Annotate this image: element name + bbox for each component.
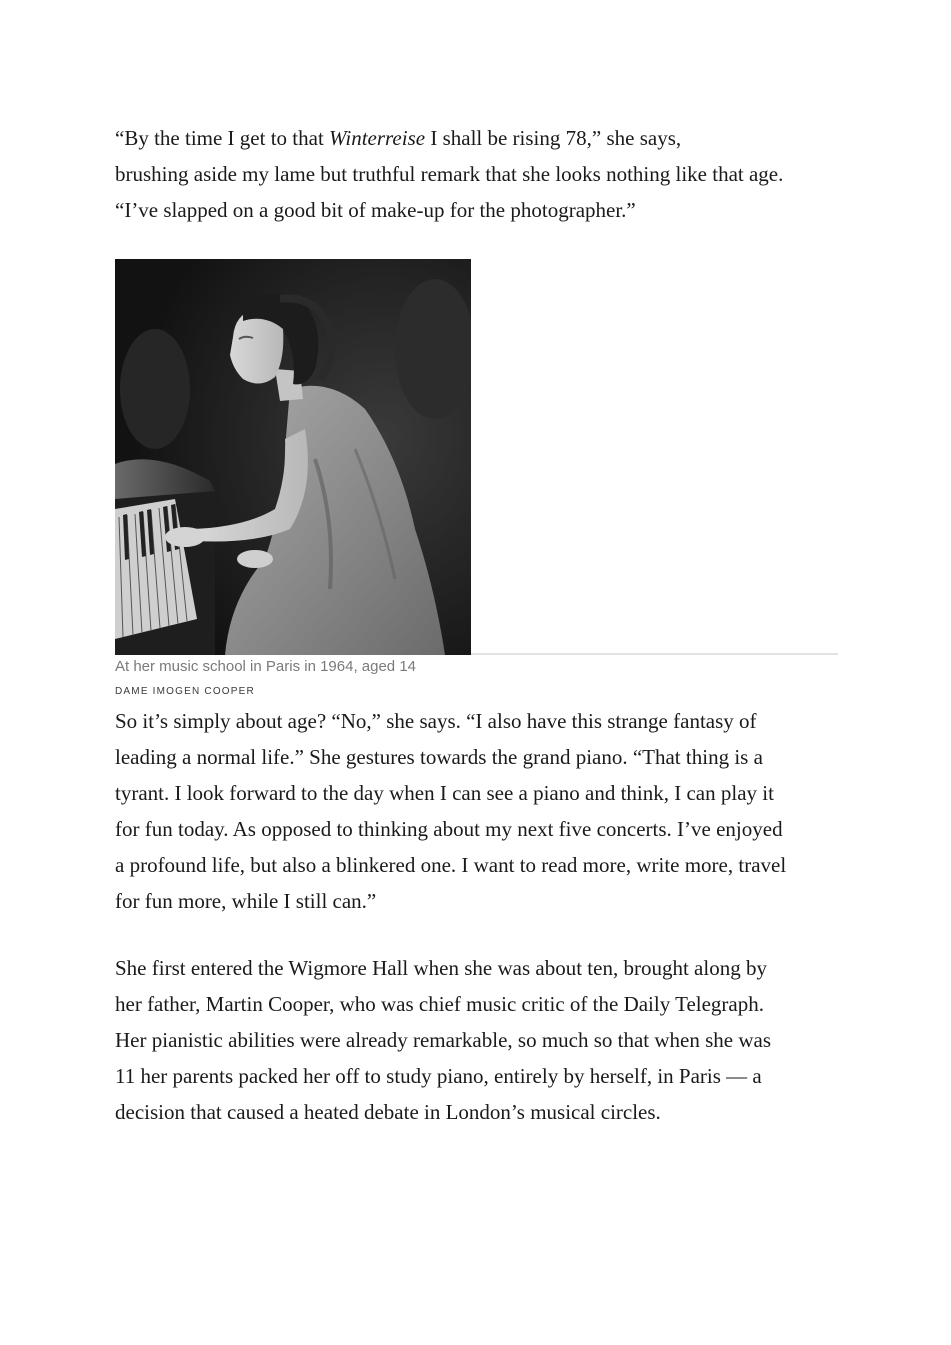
paragraph-1-line-1: “By the time I get to that Winterreise I shall be rising 78,” she says, [115,126,682,150]
article-paragraph-2 [115,703,845,919]
paragraph-2-line: for fun more, while I still can.” [115,889,377,913]
article-paragraph-1 [115,120,845,228]
paragraph-2-line: So it’s simply about age? “No,” she says. “I also have this strange fantasy of [115,709,757,733]
article-paragraph-3 [115,950,845,1130]
paragraph-3-line: She first entered the Wigmore Hall when she was about ten, brought along by [115,956,767,980]
paragraph-2-line: leading a normal life.” She gestures towards the grand piano. “That thing is a [115,745,763,769]
paragraph-3-line: decision that caused a heated debate in London’s musical circles. [115,1100,661,1124]
article-photo [115,259,471,655]
paragraph-2-line: a profound life, but also a blinkered one. I want to read more, write more, travel [115,853,787,877]
photo-credit: DAME IMOGEN COOPER [115,686,255,697]
paragraph-3-line: her father, Martin Cooper, who was chief music critic of the Daily Telegraph. [115,992,764,1016]
photo-caption: At her music school in Paris in 1964, aged 14 [115,658,417,675]
paragraph-2-line: tyrant. I look forward to the day when I can see a piano and think, I can play it [115,781,774,805]
paragraph-1-line-2: brushing aside my lame but truthful remark that she looks nothing like that age. [115,162,784,186]
figure-divider-line [471,653,838,655]
paragraph-3-line: Her pianistic abilities were already remarkable, so much so that when she was [115,1028,772,1052]
paragraph-3-line: 11 her parents packed her off to study piano, entirely by herself, in Paris — a [115,1064,762,1088]
work-title-italic: Winterreise [329,126,426,150]
paragraph-2-line: for fun today. As opposed to thinking about my next five concerts. I’ve enjoyed [115,817,783,841]
paragraph-1-line-3: “I’ve slapped on a good bit of make-up for the photographer.” [115,198,636,222]
